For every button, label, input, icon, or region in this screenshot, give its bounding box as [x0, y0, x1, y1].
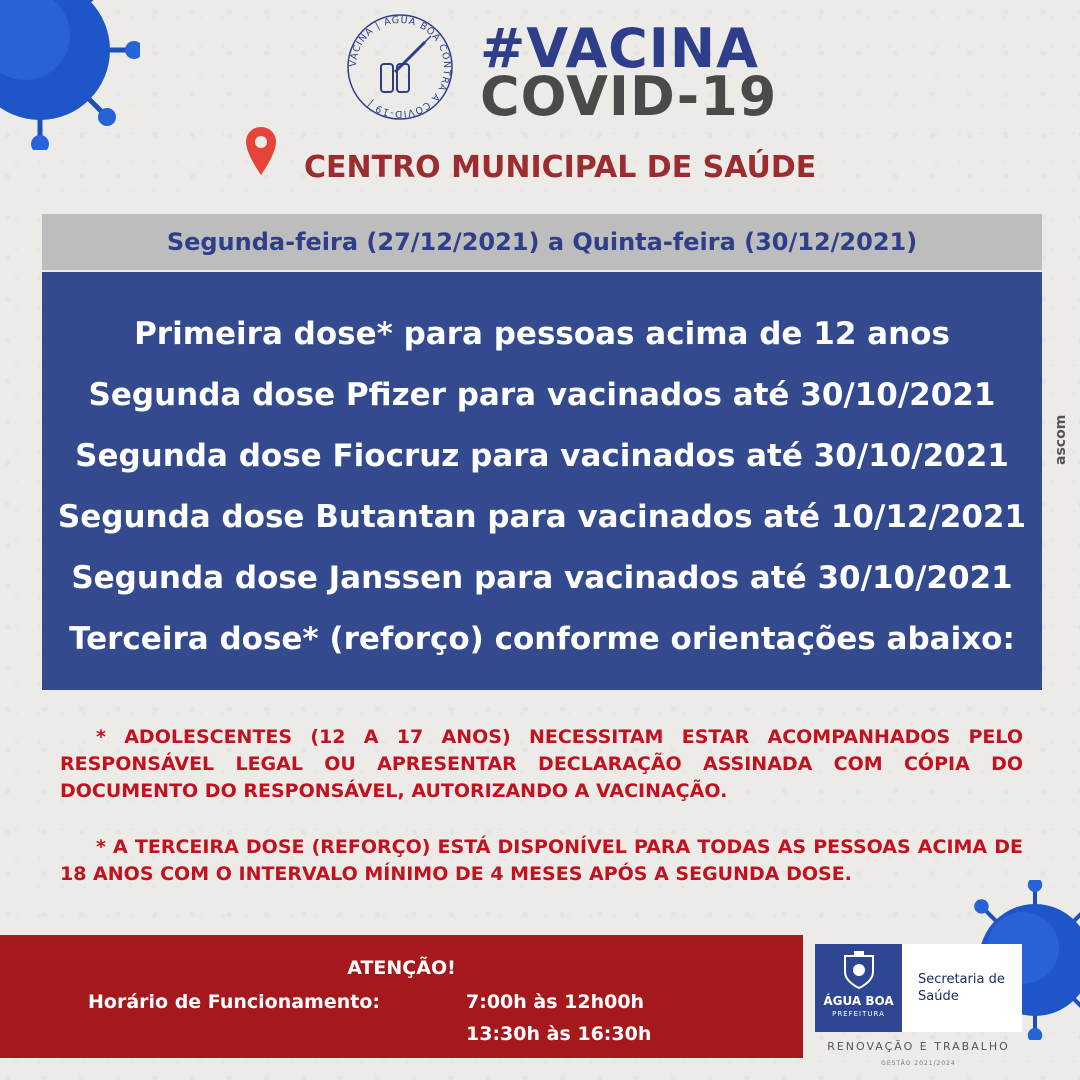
vaccine-campaign-seal-icon: [345, 12, 455, 122]
dose-item: Segunda dose Fiocruz para vacinados até 30/10/2021: [75, 438, 1009, 474]
city-crest-icon: [841, 950, 877, 990]
dose-item: Segunda dose Butantan para vacinados até 10/12/2021: [57, 499, 1027, 535]
city-name: ÁGUA BOA: [823, 994, 894, 1008]
credit-text: ascom: [1053, 414, 1069, 465]
svg-text:VACINA | ÁGUA BOA CONTRA A COV: VACINA | ÁGUA BOA CONTRA A COVID-19 |: [347, 14, 453, 120]
campaign-title-line2: COVID-19: [480, 65, 778, 128]
dose-item: Segunda dose Pfizer para vacinados até 30/10/2021: [88, 377, 996, 413]
prefeitura-label: PREFEITURA: [832, 1010, 885, 1018]
prefeitura-logo: [815, 944, 1022, 1032]
department-line2: Saúde: [918, 989, 959, 1004]
department-name: [902, 944, 1022, 1032]
dose-list-box: [42, 272, 1042, 690]
date-range-bar: [42, 214, 1042, 270]
dose-item: Terceira dose* (reforço) conforme orientações abaixo:: [69, 621, 1015, 657]
motto-text: RENOVAÇÃO E TRABALHO: [827, 1040, 1010, 1053]
dose-item: Primeira dose* para pessoas acima de 12 anos: [134, 316, 950, 352]
dose-item: Segunda dose Janssen para vacinados até 30/10/2021: [71, 560, 1013, 596]
attention-title: ATENÇÃO!: [347, 957, 456, 979]
opening-hours-afternoon: 13:30h às 16:30h: [466, 1023, 652, 1045]
campaign-title-line1: #VACINA: [480, 17, 759, 80]
department-line1: Secretaria de: [918, 972, 1005, 987]
opening-hours-label: Horário de Funcionamento:: [88, 991, 381, 1013]
attention-box: [0, 935, 803, 1058]
map-pin-icon: [244, 125, 278, 177]
adolescent-note: * ADOLESCENTES (12 A 17 ANOS) NECESSITAM ESTAR ACOMPANHADOS PELO RESPONSÁVEL LEGAL OU APRESENTAR DECLARAÇÃO ASSINADA COM CÓPIA DO DOCUMENTO DO RESPONSÁVEL, AUTORIZANDO A VACINAÇÃO.: [60, 726, 1023, 802]
booster-note: * A TERCEIRA DOSE (REFORÇO) ESTÁ DISPONÍVEL PARA TODAS AS PESSOAS ACIMA DE 18 ANOS COM O INTERVALO MÍNIMO DE 4 MESES APÓS A SEGUNDA DOSE.: [60, 836, 1023, 885]
opening-hours-morning: 7:00h às 12h00h: [466, 991, 645, 1013]
location-name: CENTRO MUNICIPAL DE SAÚDE: [304, 150, 817, 185]
administration-term: GESTÃO 2021/2024: [881, 1060, 956, 1067]
date-range-text: Segunda-feira (27/12/2021) a Quinta-feira (30/12/2021): [166, 228, 918, 256]
virus-illustration-icon: [0, 0, 140, 150]
city-logo-panel: [815, 944, 902, 1032]
